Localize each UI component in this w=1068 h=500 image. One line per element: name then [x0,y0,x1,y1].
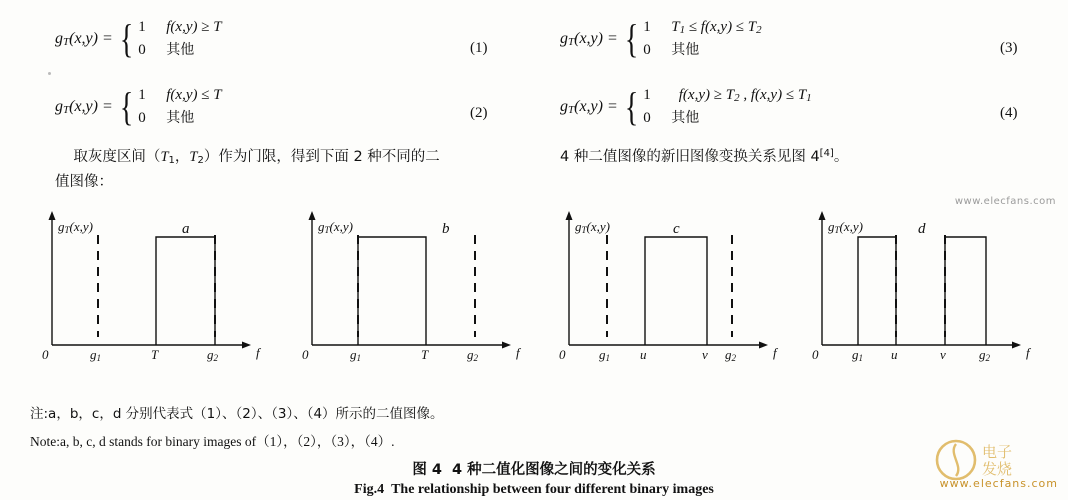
graph-d-tick-u: u [891,347,898,362]
case-condition: f(x,y) ≥ T [166,19,222,35]
equation-1-lhs: gT(x,y) [55,30,98,49]
case-condition: f(x,y) ≥ T2 , f(x,y) ≤ T1 [678,87,812,104]
equation-4-cases [643,84,811,131]
left-paragraph [55,145,525,196]
citation-4: [4] [819,148,834,159]
figure-note-en: Note:a, b, c, d stands for binary images of（1），（2），（3），（4）. [30,434,395,449]
graph-a-letter: a [182,221,190,237]
watermark-url-bottom: www.elecfans.com [939,477,1058,490]
graph-c-tick-v: v [702,347,708,362]
graph-d-xaxis-label: f [1026,345,1030,360]
equals-sign: = [607,30,618,48]
case-condition: 其他 [166,42,195,59]
graph-a-tick-T: T [151,347,159,362]
case-value: 1 [138,87,146,103]
graph-b-tick-T: T [421,347,429,362]
equation-4-lhs: gT(x,y) [560,98,603,117]
equation-4-number: (4) [1000,105,1018,121]
case-condition: T1 ≤ f(x,y) ≤ T2 [671,19,762,36]
right-paragraph-tail: 。 [833,149,849,165]
graph-b [290,205,540,375]
graph-c-yaxis-label: $g_T(x,y)$ [575,219,611,235]
equals-sign: = [102,30,113,48]
graph-d-letter: d [918,221,926,237]
left-paragraph-line-1: 取灰度区间（$T_1$，$T_2$）作为门限，得到下面 2 种不同的二 [55,149,440,166]
figure-note-cn: 注:a，b，c，d 分别代表式（1）、（2）、（3）、（4）所示的二值图像。 [30,406,444,422]
equation-2-cases [138,84,221,131]
left-brace: { [119,84,134,130]
equation-1-number: (1) [470,40,488,56]
left-paragraph-line-2: 值图像： [55,174,113,191]
equation-3-cases [643,16,761,63]
graph-a-xaxis-label: f [256,345,260,360]
graph-b-origin-label: 0 [302,347,309,362]
graph-d-origin-label: 0 [812,347,819,362]
graph-b-letter: b [442,221,450,237]
figure-title-en: Fig.4 The relationship between four different binary images [354,482,714,497]
equation-2-number: (2) [470,105,488,121]
graph-d-tick-g1: $g_1$ [852,347,863,363]
case-value: 0 [138,110,146,127]
equation-4 [560,84,812,131]
left-brace: { [624,16,639,62]
case-condition: f(x,y) ≤ T [166,87,222,103]
graph-d-tick-v: v [940,347,946,362]
case-value: 1 [138,19,146,35]
graph-b-yaxis-label: $g_T(x,y)$ [318,219,354,235]
graph-b-tick-g1: $g_1$ [350,347,361,363]
case-value: 0 [643,42,651,59]
graph-c [547,205,797,375]
graph-d [800,205,1050,375]
figure-title-cn: 图 4 4 种二值化图像之间的变化关系 [412,462,656,478]
case-value: 0 [138,42,146,59]
equation-1 [55,16,222,63]
equation-1-cases [138,16,221,63]
graph-c-origin-label: 0 [559,347,566,362]
equation-3 [560,16,762,63]
graph-a-origin-label: 0 [42,347,49,362]
equation-3-number: (3) [1000,40,1018,56]
graph-b-xaxis-label: f [516,345,520,360]
case-value: 0 [643,110,651,127]
right-paragraph [560,145,1030,170]
graph-a-yaxis-label: $g_T(x,y)$ [58,219,94,235]
case-value: 1 [643,19,651,35]
watermark-url-top: www.elecfans.com [954,196,1056,207]
case-value: 1 [643,87,651,103]
svg-text:发烧: 发烧 [982,460,1013,478]
equation-2 [55,84,222,131]
equation-3-lhs: gT(x,y) [560,30,603,49]
graph-b-tick-g2: $g_2$ [467,347,478,363]
left-brace: { [119,16,134,62]
graph-a-tick-g2: $g_2$ [207,347,218,363]
graph-d-tick-g2: $g_2$ [979,347,990,363]
graph-c-tick-u: u [640,347,647,362]
graph-a [30,205,280,375]
right-paragraph-text: 4 种二值图像的新旧图像变换关系见图 4 [560,149,820,165]
graph-c-letter: c [673,221,680,237]
graph-c-xaxis-label: f [773,345,777,360]
graph-a-tick-g1: $g_1$ [90,347,101,363]
graph-c-tick-g2: $g_2$ [725,347,736,363]
graph-d-yaxis-label: $g_T(x,y)$ [828,219,864,235]
equals-sign: = [102,98,113,116]
case-condition: 其他 [671,110,700,127]
graph-c-tick-g1: $g_1$ [599,347,610,363]
svg-text:电子: 电子 [982,443,1013,461]
scan-speck [48,72,51,75]
case-condition: 其他 [671,42,700,59]
equation-2-lhs: gT(x,y) [55,98,98,117]
left-brace: { [624,84,639,130]
case-condition: 其他 [166,110,195,127]
figure-4 [0,205,1068,375]
equals-sign: = [607,98,618,116]
